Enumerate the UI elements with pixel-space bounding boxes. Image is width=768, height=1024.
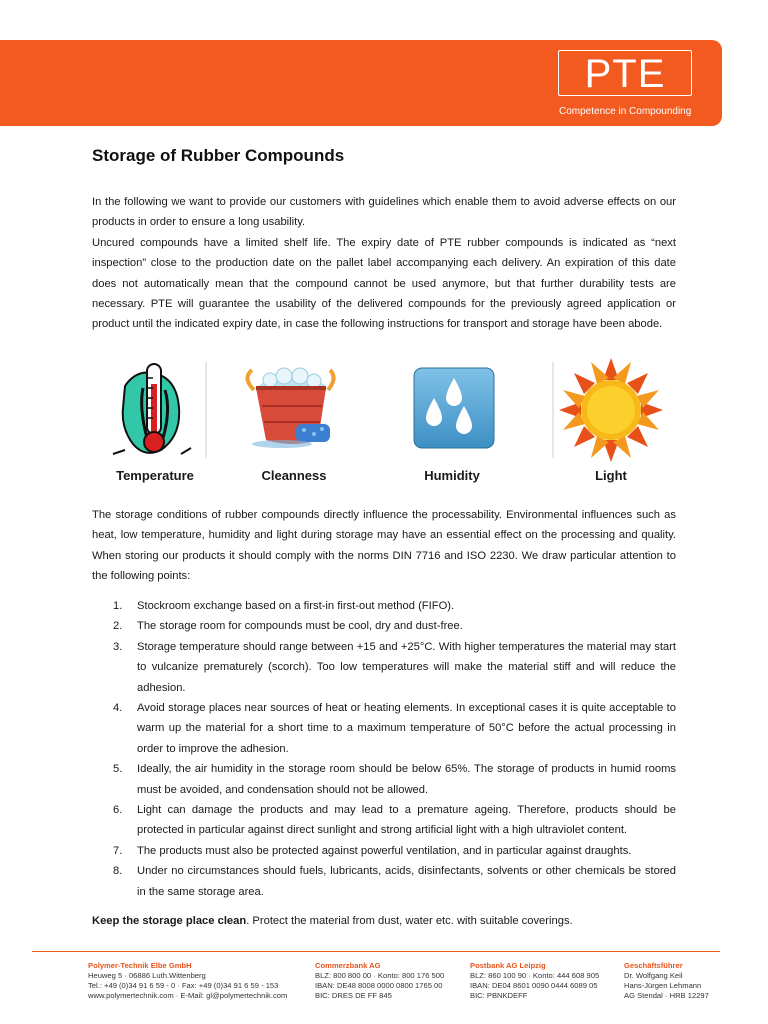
list-number: 8.: [113, 865, 123, 878]
footer-line: BLZ: 800 800 00 · Konto: 800 176 500: [315, 971, 445, 980]
factor-light: [551, 358, 671, 490]
footer-line: IBAN: DE04 8601 0090 0444 6089 05: [470, 981, 598, 990]
list-number: 7.: [113, 844, 123, 857]
footer-line: IBAN: DE48 8008 0000 0800 1765 00: [315, 981, 443, 990]
intro-paragraph-2: Uncured compounds have a limited shelf life. The expiry date of PTE rubber compounds is indicated as “next inspection” close to the production date on the pallet label accompanying each delivery. An expiration of this date does not automatically mean that the compound cannot be used anymore, but that further durability tests are necessary. PTE will guarantee the usability of the delivered compounds for the previously agreed application or product until the indicated expiry date, in case the following instructions for transport and storage have been abode.: [92, 236, 676, 331]
footer-line: Tel.: +49 (0)34 91 6 59 - 0 · Fax: +49 (0)34 91 6 59 - 153: [88, 981, 279, 990]
intro-text: [92, 192, 676, 335]
closing-emphasis: Keep the storage place clean: [92, 915, 247, 927]
list-item: [92, 637, 676, 698]
list-item: [92, 698, 676, 759]
factor-label: Temperature: [116, 468, 194, 483]
factor-label: Light: [595, 468, 627, 483]
page-title: Storage of Rubber Compounds: [92, 146, 345, 165]
footer-line: Hans-Jürgen Lehmann: [624, 981, 702, 990]
list-number: 1.: [113, 600, 123, 612]
list-number: 2.: [113, 620, 123, 633]
water-drops-icon: [392, 358, 512, 462]
footer-line: www.polymertechnik.com · E-Mail: gl@polymertechnik.com: [88, 991, 288, 1000]
bucket-icon: [234, 358, 354, 462]
intro-paragraph-1: In the following we want to provide our customers with guidelines which enable them to avoid adverse effects on our products in order to ensure a long usability.: [92, 196, 676, 229]
footer-heading: Polymer-Technik Elbe GmbH: [88, 961, 192, 970]
storage-factors-row: [92, 358, 676, 490]
footer-line: BLZ: 860 100 90 · Konto: 444 608 905: [470, 971, 600, 980]
footer-management: [624, 961, 709, 1001]
footer-line: BIC: PBNKDEFF: [470, 991, 528, 1000]
factor-cleanness: [234, 358, 354, 490]
footer-line: Dr. Wolfgang Keil: [624, 971, 683, 980]
list-text: Storage temperature should range between +15 and +25°C. With higher temperatures the material may start to vulcanize prematurely (scorch). Too low temperatures will make the material stiff and will reduce the adhesion.: [137, 640, 676, 694]
list-item: [92, 861, 676, 902]
footer-heading: Geschäftsführer: [624, 961, 683, 970]
list-text: Ideally, the air humidity in the storage room should be below 65%. The storage of products in humid rooms must be avoided, and condensation should not be allowed.: [137, 763, 676, 796]
storage-points-list: [92, 596, 676, 902]
logo-text: PTE: [584, 52, 666, 96]
list-text: Under no circumstances should fuels, lubricants, acids, disinfectants, solvents or other chemicals be stored in the same storage area.: [137, 865, 676, 898]
footer-line: BIC: DRES DE FF 845: [315, 991, 392, 1000]
list-text: Light can damage the products and may lead to a premature ageing. Therefore, products should be protected in particular against direct sunlight and strong artificial light with a high ultraviolet content.: [137, 804, 676, 837]
footer-company: [88, 961, 287, 1001]
list-number: 4.: [113, 702, 123, 715]
list-text: The storage room for compounds must be cool, dry and dust-free.: [137, 620, 463, 633]
footer-bank-postbank: [470, 961, 599, 1001]
sun-icon: [551, 358, 671, 462]
list-item: [92, 841, 676, 861]
footer-heading: Postbank AG Leipzig: [470, 961, 546, 970]
closing-line: [92, 911, 676, 931]
list-item: [92, 800, 676, 841]
footer-divider: [32, 951, 720, 952]
footer-line: AG Stendal · HRB 12297: [624, 991, 709, 1000]
footer-bank-commerzbank: [315, 961, 444, 1001]
list-text: Avoid storage places near sources of heat or heating elements. In exceptional cases it is quite acceptable to warm up the material for a short time to a maximum temperature of 50°C before the actual processing in order to improve the adhesion.: [137, 702, 676, 755]
list-item: [92, 596, 676, 616]
list-number: 3.: [113, 640, 123, 653]
factor-label: Cleanness: [261, 468, 327, 483]
factor-label: Humidity: [424, 468, 480, 483]
footer-heading: Commerzbank AG: [315, 961, 381, 970]
list-number: 6.: [113, 804, 123, 817]
list-text: Stockroom exchange based on a first-in first-out method (FIFO).: [137, 600, 455, 612]
pte-logo: [558, 50, 692, 96]
footer-line: Heuweg 5 · 06886 Luth.Wittenberg: [88, 971, 206, 980]
list-item: [92, 616, 676, 636]
logo-tagline: Competence in Compounding: [559, 106, 692, 117]
list-number: 5.: [113, 763, 123, 776]
factor-humidity: [392, 358, 512, 490]
factor-temperature: [95, 358, 215, 490]
thermometer-icon: [95, 358, 215, 462]
list-text: The products must also be protected against powerful ventilation, and in particular against draughts.: [137, 844, 632, 857]
list-item: [92, 759, 676, 800]
storage-conditions-paragraph: The storage conditions of rubber compounds directly influence the processability. Environmental influences such as heat, low temperature, humidity and light during storage may have an essential effect on the processing and quality. When storing our products it should comply with the norms DIN 7716 and ISO 2230. We draw particular attention to the following points:: [92, 509, 676, 583]
closing-text: . Protect the material from dust, water etc. with suitable coverings.: [246, 915, 573, 927]
